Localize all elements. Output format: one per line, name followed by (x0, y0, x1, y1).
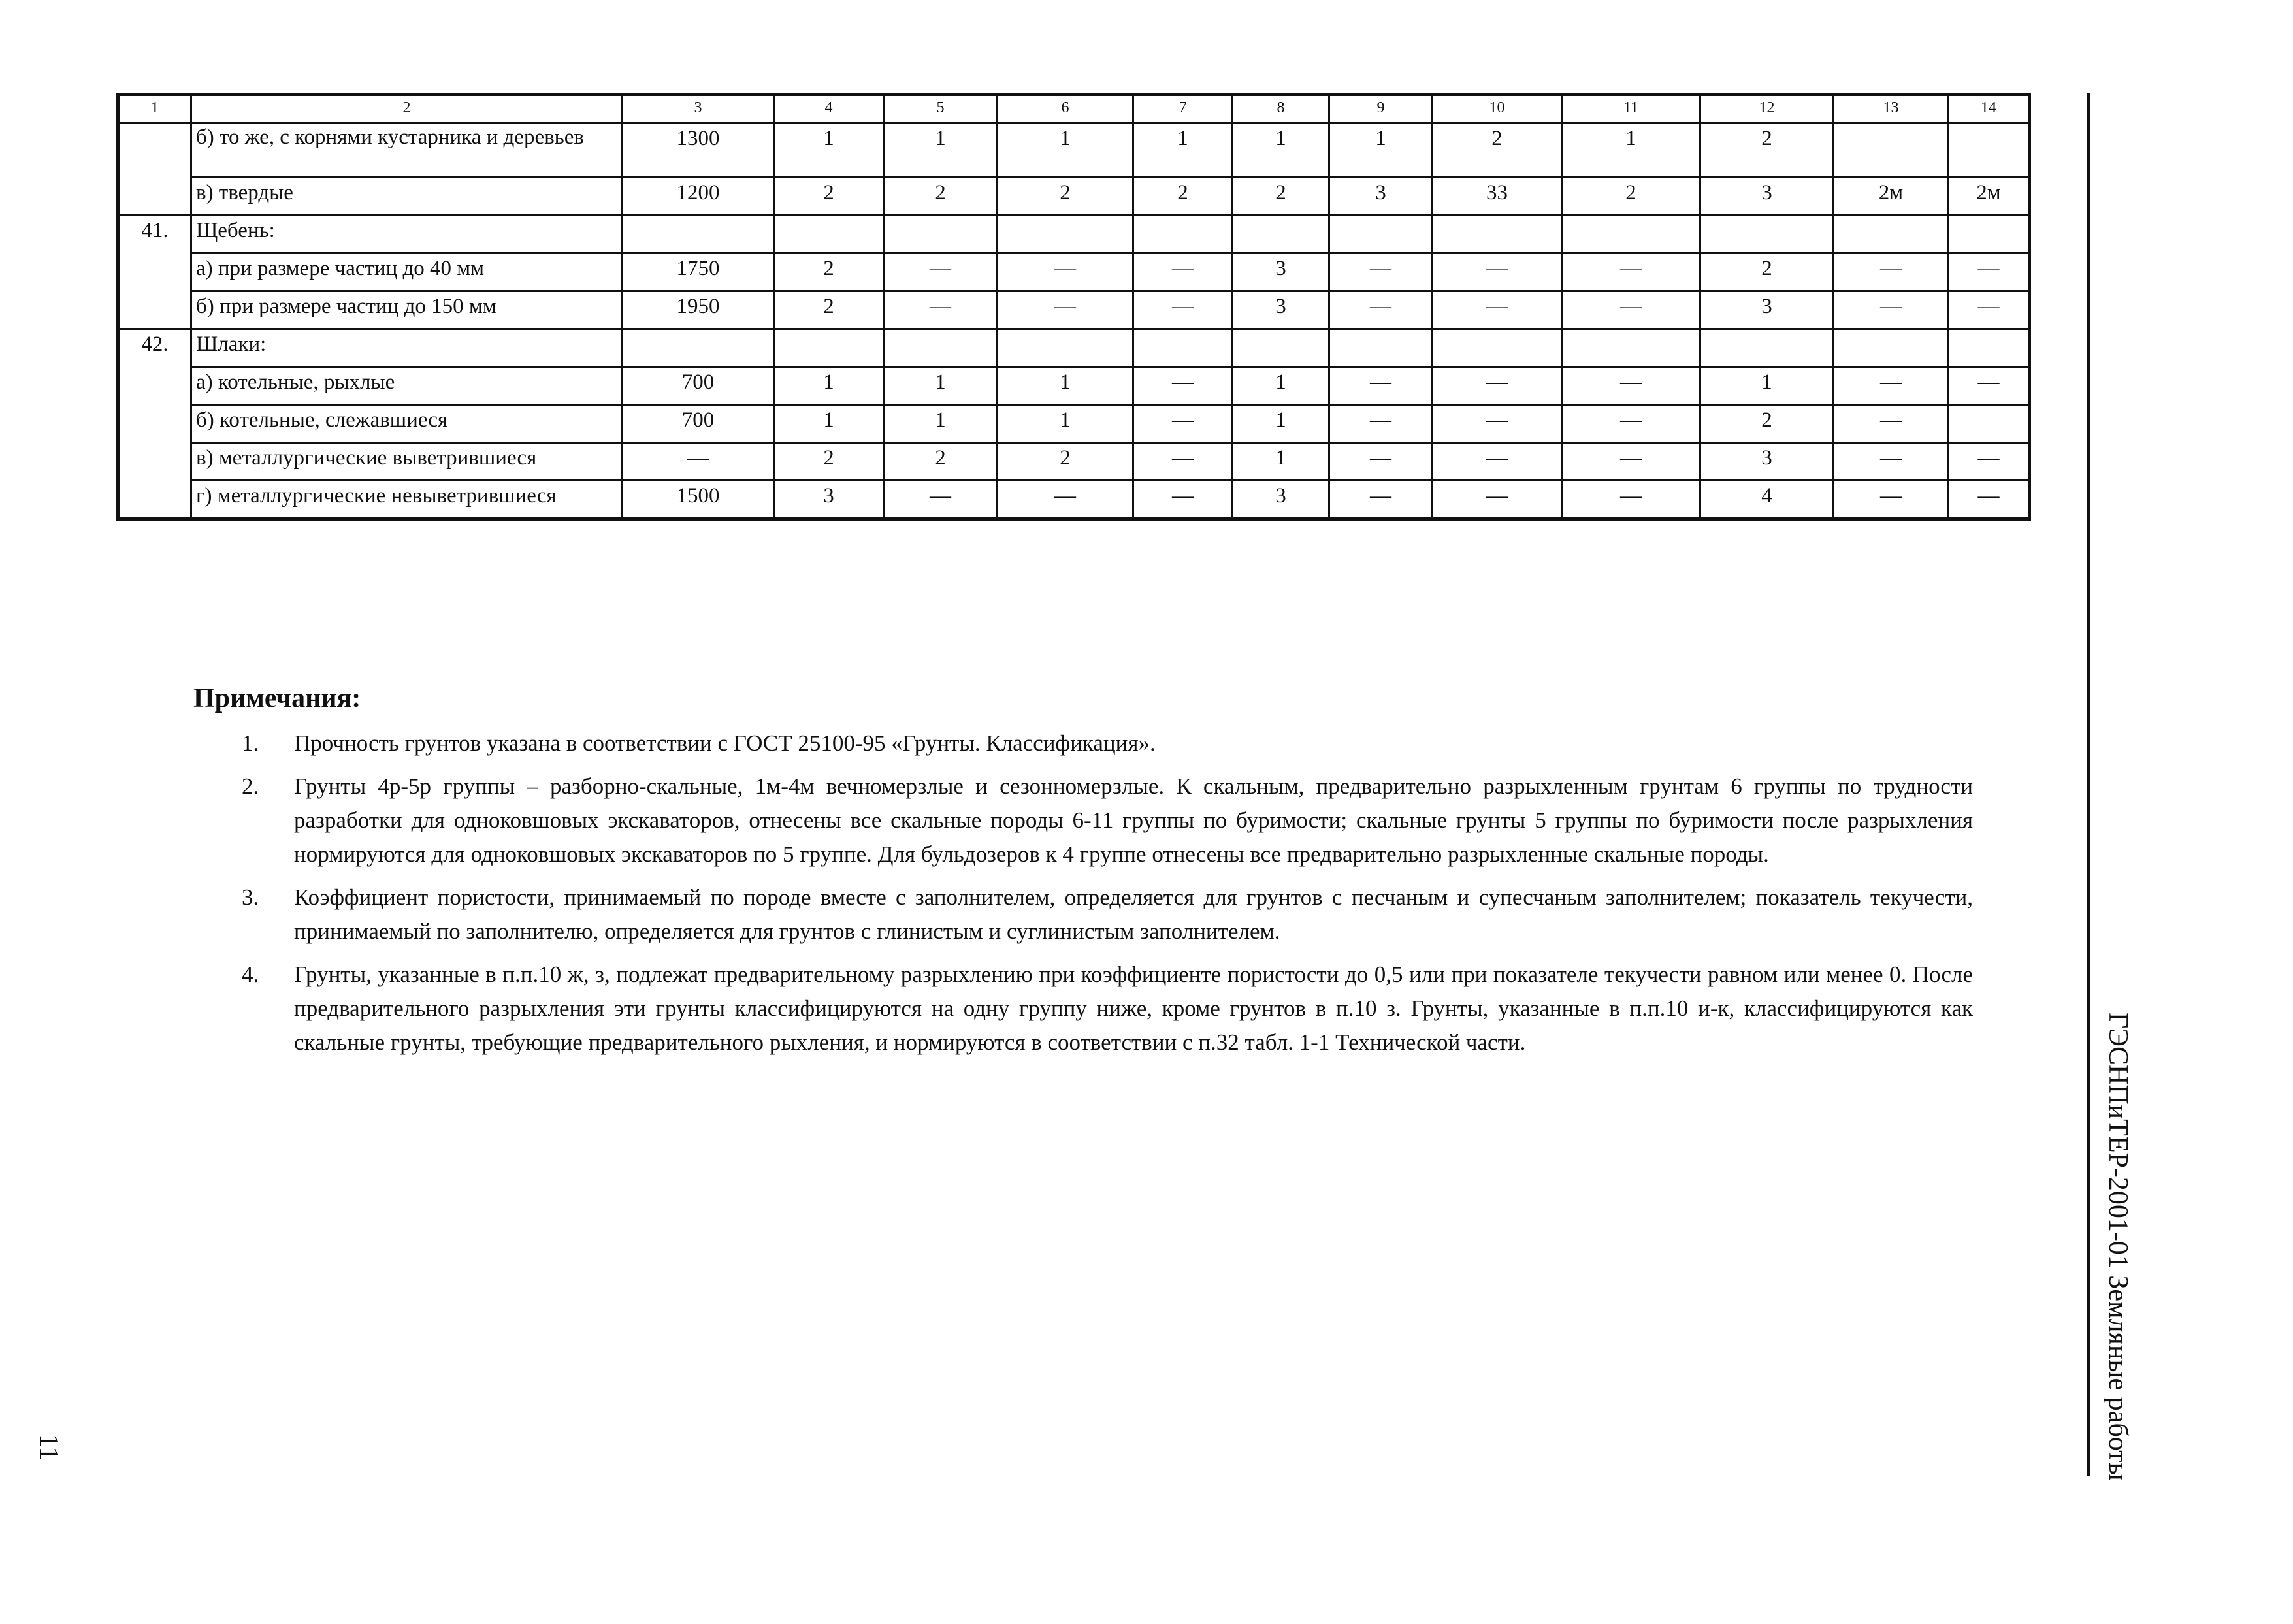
value-cell: 1 (884, 123, 998, 178)
value-cell (1329, 329, 1433, 367)
value-cell: 1 (1700, 367, 1834, 405)
header-cell: 6 (998, 95, 1133, 123)
table-row (118, 178, 2030, 216)
table-body (118, 95, 2030, 519)
value-cell: 2м (1949, 178, 2030, 216)
value-cell: 2 (884, 443, 998, 481)
value-cell: — (1834, 291, 1949, 329)
notes-list (242, 726, 1973, 1069)
value-cell: — (1562, 253, 1700, 291)
description-cell: а) при размере частиц до 40 мм (191, 253, 623, 291)
value-cell: — (623, 443, 774, 481)
value-cell: — (1834, 443, 1949, 481)
value-cell: 1 (998, 367, 1133, 405)
value-cell: 3 (1233, 253, 1329, 291)
note-number: 1. (242, 730, 259, 756)
table-row (118, 367, 2030, 405)
value-cell: 1300 (623, 123, 774, 178)
value-cell: 1200 (623, 178, 774, 216)
value-cell: — (998, 253, 1133, 291)
description-cell: б) при размере частиц до 150 мм (191, 291, 623, 329)
value-cell: 3 (1700, 443, 1834, 481)
description-cell: Щебень: (191, 216, 623, 253)
value-cell: 2 (1700, 405, 1834, 443)
header-row (118, 95, 2030, 123)
value-cell: 1 (884, 367, 998, 405)
value-cell: — (1562, 405, 1700, 443)
description-cell: в) металлургические выветрившиеся (191, 443, 623, 481)
header-cell: 3 (623, 95, 774, 123)
side-rule (2087, 93, 2090, 1476)
value-cell: 3 (1329, 178, 1433, 216)
value-cell (998, 329, 1133, 367)
value-cell (1949, 123, 2030, 178)
value-cell (998, 216, 1133, 253)
value-cell: — (1834, 481, 1949, 519)
note-item (242, 770, 1973, 871)
note-item (242, 958, 1973, 1060)
side-title: ГЭСНПиТЕР-2001-01 Земляные работы (2103, 1013, 2133, 1481)
value-cell (1433, 216, 1562, 253)
header-cell: 11 (1562, 95, 1700, 123)
value-cell (1834, 123, 1949, 178)
note-text: Коэффициент пористости, принимаемый по породе вместе с заполнителем, определяется для грунтов с песчаным и супесчаным заполнителем; показатель текучести, принимаемый по заполнителю, определяется для грунтов с глинистым и суглинистым заполнителем. (294, 885, 1973, 944)
value-cell: — (1329, 367, 1433, 405)
value-cell (1233, 216, 1329, 253)
value-cell: 1 (998, 405, 1133, 443)
value-cell: 1 (884, 405, 998, 443)
header-cell: 9 (1329, 95, 1433, 123)
value-cell: 1 (1329, 123, 1433, 178)
table-row (118, 253, 2030, 291)
header-cell: 14 (1949, 95, 2030, 123)
value-cell: — (1133, 443, 1233, 481)
description-cell: б) котельные, слежавшиеся (191, 405, 623, 443)
table-row (118, 291, 2030, 329)
page-number: 11 (33, 1434, 63, 1461)
value-cell (884, 329, 998, 367)
table-row (118, 405, 2030, 443)
value-cell: 700 (623, 405, 774, 443)
header-cell: 1 (118, 95, 191, 123)
value-cell (1700, 216, 1834, 253)
value-cell: — (1433, 405, 1562, 443)
value-cell: 3 (774, 481, 884, 519)
value-cell: 2 (1562, 178, 1700, 216)
value-cell (1562, 329, 1700, 367)
side-title-block (2096, 1013, 2135, 1483)
value-cell: — (1949, 291, 2030, 329)
notes-title: Примечания: (193, 683, 361, 713)
value-cell: — (1562, 481, 1700, 519)
value-cell: — (1133, 405, 1233, 443)
header-cell: 12 (1700, 95, 1834, 123)
header-cell: 8 (1233, 95, 1329, 123)
value-cell: 2 (998, 178, 1133, 216)
value-cell: — (1329, 405, 1433, 443)
value-cell: 3 (1233, 481, 1329, 519)
value-cell: — (1433, 253, 1562, 291)
value-cell: 1750 (623, 253, 774, 291)
item-number-cell (118, 123, 191, 216)
value-cell: 2 (774, 291, 884, 329)
note-number: 3. (242, 885, 259, 910)
value-cell: 33 (1433, 178, 1562, 216)
value-cell: — (1133, 253, 1233, 291)
value-cell: — (1949, 367, 2030, 405)
value-cell: — (1949, 443, 2030, 481)
value-cell: — (1329, 291, 1433, 329)
table-row (118, 329, 2030, 367)
value-cell: — (1562, 443, 1700, 481)
value-cell (1133, 329, 1233, 367)
note-item (242, 726, 1973, 760)
value-cell: 3 (1233, 291, 1329, 329)
value-cell: 2 (1133, 178, 1233, 216)
value-cell: 2 (774, 443, 884, 481)
value-cell: — (1133, 367, 1233, 405)
value-cell (774, 329, 884, 367)
value-cell: — (884, 291, 998, 329)
description-cell: б) то же, с корнями кустарника и деревьев (191, 123, 623, 178)
value-cell (1233, 329, 1329, 367)
value-cell (1562, 216, 1700, 253)
description-cell: а) котельные, рыхлые (191, 367, 623, 405)
value-cell (1949, 329, 2030, 367)
value-cell: — (1433, 367, 1562, 405)
value-cell: 3 (1700, 178, 1834, 216)
value-cell: 1950 (623, 291, 774, 329)
note-item (242, 881, 1973, 949)
value-cell: 1 (1233, 367, 1329, 405)
header-cell: 7 (1133, 95, 1233, 123)
soil-table (116, 93, 2031, 521)
value-cell: — (1433, 291, 1562, 329)
value-cell (623, 329, 774, 367)
value-cell: 2м (1834, 178, 1949, 216)
value-cell: 4 (1700, 481, 1834, 519)
table-row (118, 123, 2030, 178)
note-text: Грунты, указанные в п.п.10 ж, з, подлежат предварительному разрыхлению при коэффициенте пористости до 0,5 или при показателе текучести равном или менее 0. После предварительного разрыхления эти грунты классифицируются на одну группу ниже, кроме грунтов в п.10 з. Грунты, указанные в п.п.10 и-к, классифицируются как скальные грунты, требующие предварительного рыхления, и нормируются в соответствии с п.32 табл. 1-1 Технической части. (294, 962, 1973, 1055)
header-cell: 5 (884, 95, 998, 123)
value-cell (1329, 216, 1433, 253)
value-cell: 1 (1133, 123, 1233, 178)
description-cell: г) металлургические невыветрившиеся (191, 481, 623, 519)
value-cell: 2 (1433, 123, 1562, 178)
value-cell: — (1834, 405, 1949, 443)
value-cell: — (1329, 253, 1433, 291)
description-cell: Шлаки: (191, 329, 623, 367)
value-cell: 1 (1562, 123, 1700, 178)
value-cell (1133, 216, 1233, 253)
value-cell: 1 (998, 123, 1133, 178)
value-cell (774, 216, 884, 253)
value-cell (1949, 405, 2030, 443)
value-cell: — (1562, 291, 1700, 329)
table-row (118, 443, 2030, 481)
value-cell: 2 (774, 178, 884, 216)
header-cell: 4 (774, 95, 884, 123)
value-cell: 2 (1700, 123, 1834, 178)
value-cell: — (1329, 443, 1433, 481)
value-cell: — (884, 481, 998, 519)
value-cell: — (1433, 481, 1562, 519)
item-number-cell: 41. (118, 216, 191, 329)
note-text: Прочность грунтов указана в соответствии с ГОСТ 25100-95 «Грунты. Классификация». (294, 730, 1156, 756)
value-cell (1949, 216, 2030, 253)
note-number: 2. (242, 773, 259, 799)
header-cell: 10 (1433, 95, 1562, 123)
value-cell: — (998, 291, 1133, 329)
value-cell: 1 (774, 123, 884, 178)
value-cell (1834, 216, 1949, 253)
value-cell: — (1133, 481, 1233, 519)
note-number: 4. (242, 962, 259, 987)
value-cell: 1500 (623, 481, 774, 519)
value-cell: — (1949, 253, 2030, 291)
value-cell: — (1433, 443, 1562, 481)
value-cell: 1 (774, 367, 884, 405)
description-cell: в) твердые (191, 178, 623, 216)
value-cell: 1 (774, 405, 884, 443)
value-cell: — (1949, 481, 2030, 519)
value-cell: 1 (1233, 443, 1329, 481)
value-cell: 1 (1233, 123, 1329, 178)
table-row (118, 216, 2030, 253)
value-cell: 1 (1233, 405, 1329, 443)
value-cell: — (1562, 367, 1700, 405)
value-cell: — (998, 481, 1133, 519)
value-cell: — (1329, 481, 1433, 519)
value-cell (1700, 329, 1834, 367)
value-cell: 2 (998, 443, 1133, 481)
value-cell (623, 216, 774, 253)
value-cell (1834, 329, 1949, 367)
header-cell: 13 (1834, 95, 1949, 123)
value-cell: — (884, 253, 998, 291)
table-row (118, 481, 2030, 519)
value-cell: 700 (623, 367, 774, 405)
value-cell: 2 (884, 178, 998, 216)
note-text: Грунты 4р-5р группы – разборно-скальные, 1м-4м вечномерзлые и сезонномерзлые. К скальным, предварительно разрыхленным грунтам 6 группы по трудности разработки для одноковшовых экскаваторов, отнесены все скальные породы 6-11 группы по буримости; скальные грунты 5 группы по буримости после разрыхления нормируются для одноковшовых экскаваторов по 5 группе. Для бульдозеров к 4 группе отнесены все предварительно разрыхленные скальные породы. (294, 773, 1973, 867)
header-cell: 2 (191, 95, 623, 123)
item-number-cell: 42. (118, 329, 191, 519)
value-cell: — (1834, 367, 1949, 405)
value-cell: 2 (1700, 253, 1834, 291)
value-cell: — (1834, 253, 1949, 291)
value-cell: — (1133, 291, 1233, 329)
value-cell: 2 (774, 253, 884, 291)
value-cell (884, 216, 998, 253)
value-cell: 2 (1233, 178, 1329, 216)
value-cell: 3 (1700, 291, 1834, 329)
value-cell (1433, 329, 1562, 367)
